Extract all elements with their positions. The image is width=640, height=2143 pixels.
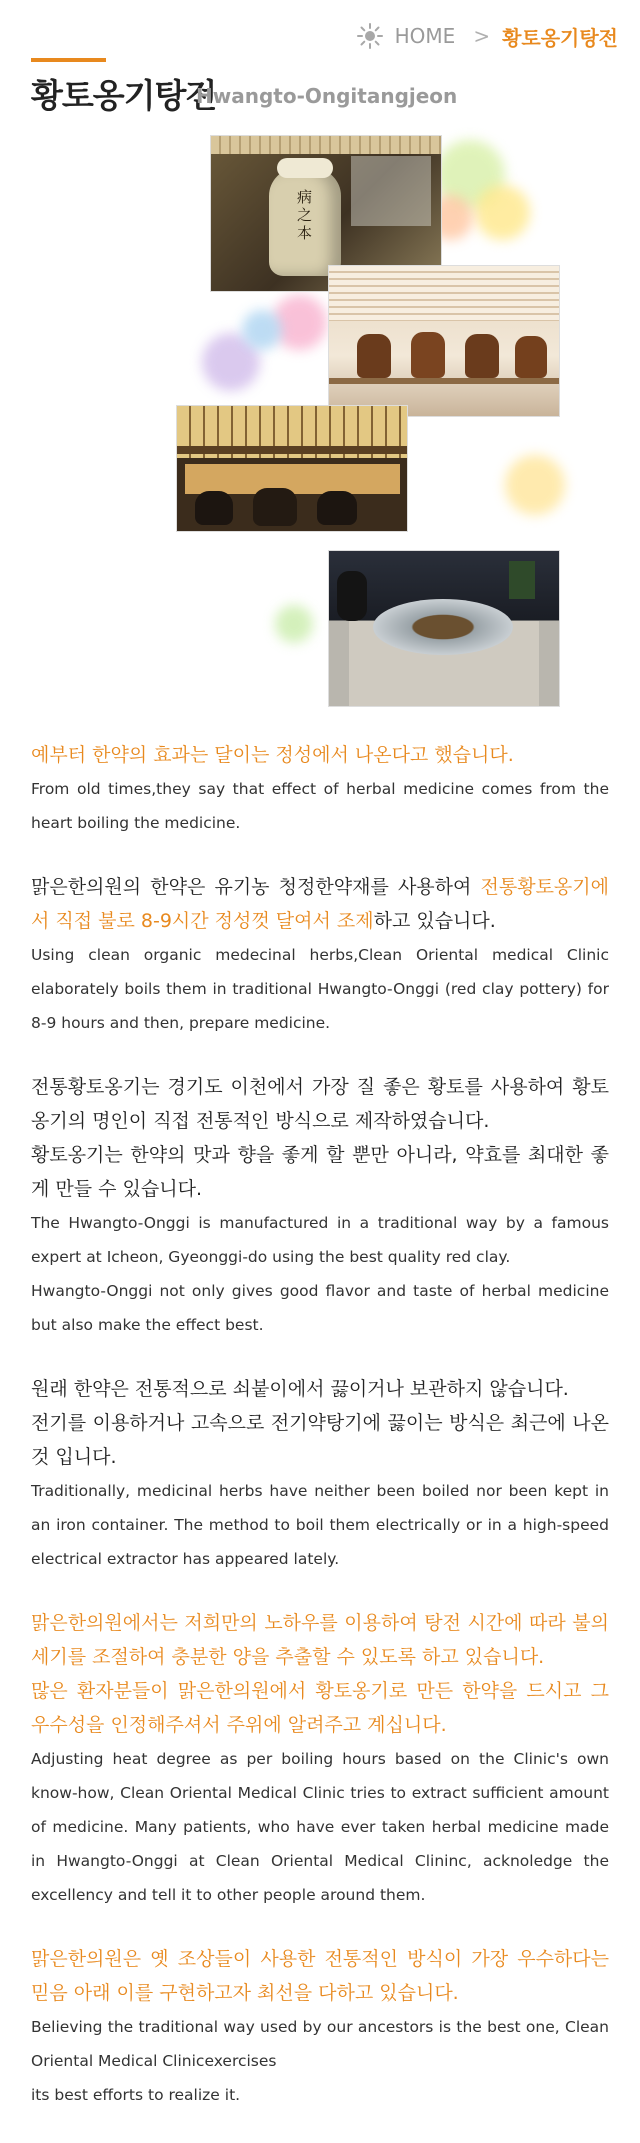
section-5-korean-1: 맑은한의원에서는 저희만의 노하우를 이용하여 탕전 시간에 따라 불의 세기를 조절하여 충분한 양을 추출할 수 있도록 하고 있습니다. [31,1612,609,1668]
section-5-english: Adjusting heat degree as per boiling hours based on the Clinic's own know-how, Clean Oriental Medical Clinic tries to extract sufficient amount of medicine. Many patients, who have ever taken herbal medicine made in Hwangto-Onggi at Clean Oriental Medical Clininc, acknoledge the excellency and tell it to other people around them. [31,1750,609,1904]
section-3-korean-2: 황토옹기는 한약의 맛과 향을 좋게 할 뿐만 아니라, 약효를 최대한 좋게 만들 수 있습니다. [31,1144,609,1200]
section-5-korean-2: 많은 환자분들이 맑은한의원에서 황토옹기로 만든 한약을 드시고 그 우수성을 인정해주셔서 주위에 알려주고 계십니다. [31,1680,609,1736]
photo-lattice-pots [176,405,408,532]
section-1-english: From old times,they say that effect of herbal medicine comes from the heart boiling the medicine. [31,780,609,832]
photo-pots-shelf [328,265,560,417]
page-subtitle: Hwangto-Ongitangjeon [196,84,458,108]
section-3-korean-1: 전통황토옹기는 경기도 이천에서 가장 질 좋은 황토를 사용하여 황토 옹기의 명인이 직접 전통적인 방식으로 제작하였습니다. [31,1076,609,1132]
section-4-english: Traditionally, medicinal herbs have neither been boiled nor been kept in an iron container. The method to boil them electrically or in a high-speed electrical extractor has appeared lately. [31,1482,609,1568]
section-6-english-2: its best efforts to realize it. [31,2086,241,2104]
photo-stone-stove [328,550,560,707]
breadcrumb-home-link[interactable]: HOME [394,24,456,48]
content-body [31,738,609,2112]
jar-calligraphy: 病之本 [297,188,313,242]
section-2-english: Using clean organic medecinal herbs,Clean Oriental medical Clinic elaborately boils them in traditional Hwangto-Onggi (red clay pottery) for 8-9 hours and then, prepare medicine. [31,946,609,1032]
section-6-korean: 맑은한의원은 옛 조상들이 사용한 전통적인 방식이 가장 우수하다는 믿음 아래 이를 구현하고자 최선을 다하고 있습니다. [31,1948,609,2004]
section-2-korean-highlight: 전통황토옹기에서 직접 불로 8-9시간 정성껏 달여서 조제 [31,876,609,932]
photo-collage [200,125,570,725]
breadcrumb [357,22,618,50]
page-title: 황토옹기탕전 [31,76,217,115]
section-1-heading: 예부터 한약의 효과는 달이는 정성에서 나온다고 했습니다. [31,744,514,766]
section-4-korean-2: 전기를 이용하거나 고속으로 전기약탕기에 끓이는 방식은 최근에 나온것 입니다. [31,1412,609,1468]
section-3-english-1: The Hwangto-Onggi is manufactured in a traditional way by a famous expert at Icheon, Gyeonggi-do using the best quality red clay. [31,1214,609,1266]
section-4-korean-1: 원래 한약은 전통적으로 쇠붙이에서 끓이거나 보관하지 않습니다. [31,1378,569,1400]
breadcrumb-current: 황토옹기탕전 [502,25,618,50]
section-3-english-2: Hwangto-Onggi not only gives good flavor and taste of herbal medicine but also make the effect best. [31,1282,609,1334]
section-2-korean-a: 맑은한의원의 한약은 유기농 청정한약재를 사용하여 [31,876,481,898]
chevron-right-icon: > [473,24,491,48]
section-2-korean-c: 하고 있습니다. [373,910,496,932]
section-2-korean [31,870,609,938]
section-6-english-1: Believing the traditional way used by our ancestors is the best one, Clean Oriental Medical Clinicexercises [31,2018,609,2070]
title-accent-bar [31,58,106,62]
sun-icon [357,23,383,49]
